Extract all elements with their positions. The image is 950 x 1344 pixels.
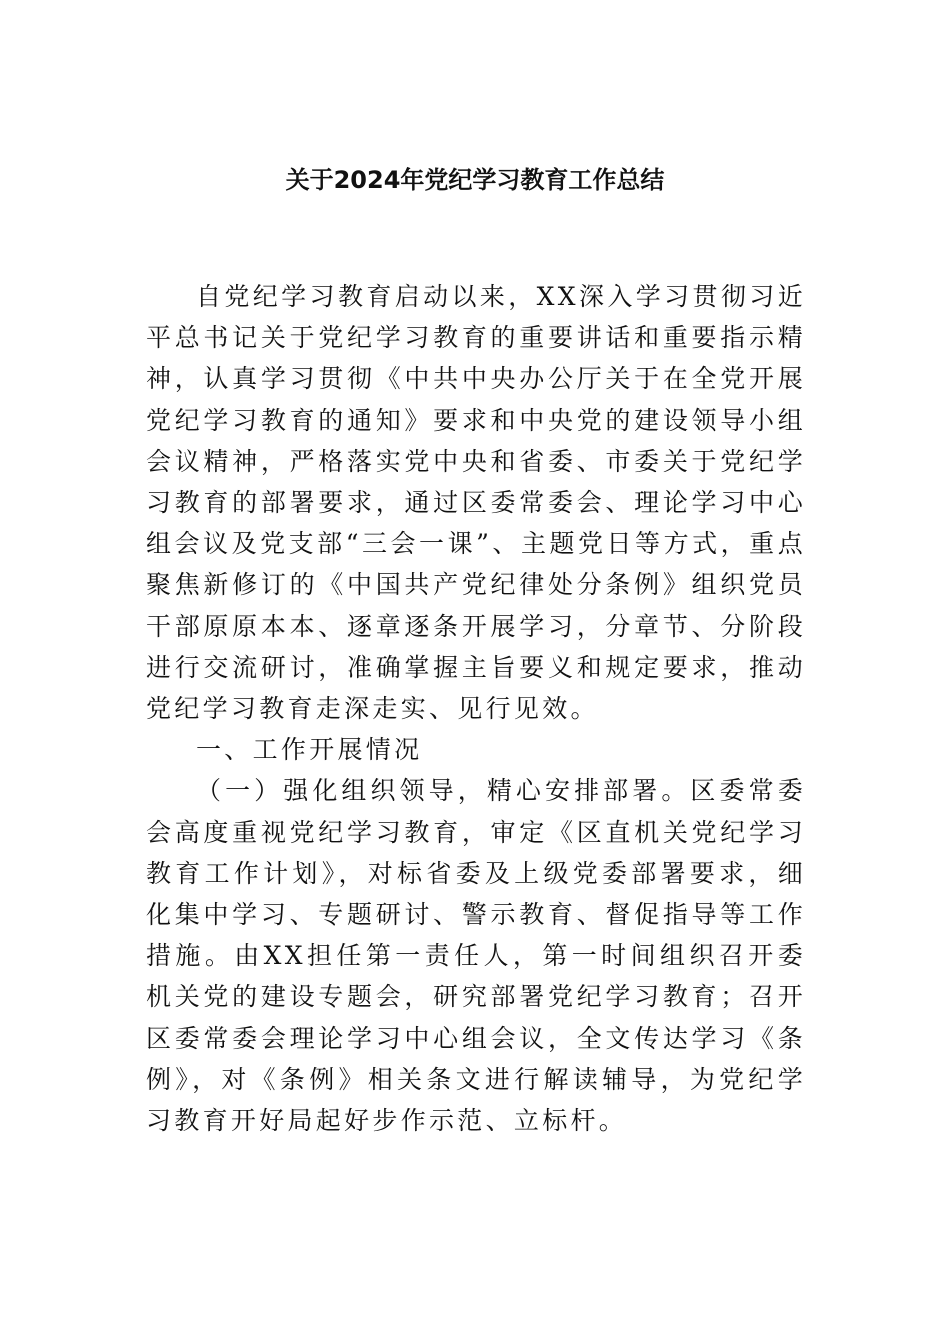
section-paragraph: （一）强化组织领导，精心安排部署。区委常委会高度重视党纪学习教育，审定《区直机关党纪学习教育工作计划》，对标省委及上级党委部署要求，细化集中学习、专题研讨、警示教育、督促指导等工作措施。由XX担任第一责任人，第一时间组织召开委机关党的建设专题会，研究部署党纪学习教育；召开区委常委会理论学习中心组会议，全文传达学习《条例》，对《条例》相关条文进行解读辅导，为党纪学习教育开好局起好步作示范、立标杆。: [146, 776, 806, 1136]
document-body: [146, 276, 806, 1141]
document-title: 关于2024年党纪学习教育工作总结: [285, 166, 665, 194]
intro-paragraph: 自党纪学习教育启动以来，XX深入学习贯彻习近平总书记关于党纪学习教育的重要讲话和重要指示精神，认真学习贯彻《中共中央办公厅关于在全党开展党纪学习教育的通知》要求和中央党的建设领导小组会议精神，严格落实党中央和省委、市委关于党纪学习教育的部署要求，通过区委常委会、理论学习中心组会议及党支部“三会一课”、主题党日等方式，重点聚焦新修订的《中国共产党纪律处分条例》组织党员干部原原本本、逐章逐条开展学习，分章节、分阶段进行交流研讨，准确掌握主旨要义和规定要求，推动党纪学习教育走深走实、见行见效。: [146, 282, 806, 724]
section-heading: 一、工作开展情况: [196, 735, 423, 765]
